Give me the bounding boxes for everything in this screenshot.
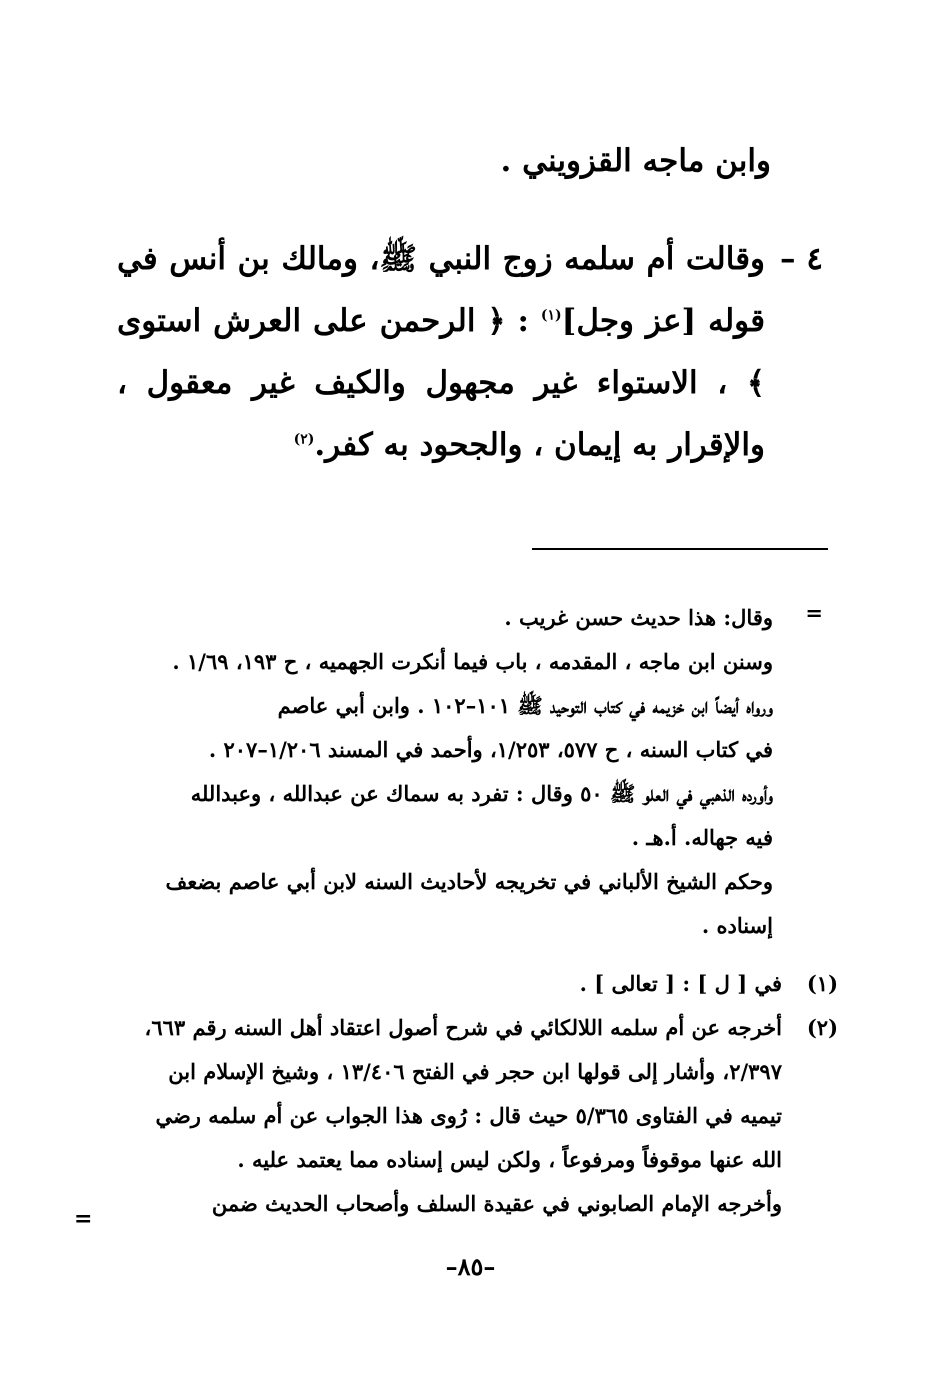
item-line-3: : ﴿ الرحمن على العرش استوى ﴾ ، الاستواء غير [117,303,765,401]
footnote-2-text: تيميه في الفتاوى ٥/٣٦٥ حيث قال : رُوى هذا الجواب عن أم سلمه رضي [155,1103,782,1128]
item-line-4: مجهول والكيف غير معقول ، والإقرار به إيمان ، والجحود به [117,365,765,463]
footnote-line: وحكم الشيخ الألباني في تخريجه لأحاديث السنه لابن أبي عاصم بضعف [165,869,773,894]
footnotes-block [98,962,838,1226]
item-line-2: وجل] [561,303,634,339]
footnote-continuation [111,596,773,948]
footnote-line: ورواه أيضاً ابن خزيمه في كتاب التوحيد ﷺ ١٠١–١٠٢ . وابن أبي عاصم [277,693,773,718]
footnote-1 [98,962,838,1006]
footnote-2-text: وأخرجه الإمام الصابوني في عقيدة السلف وأصحاب الحديث ضمن [211,1191,782,1216]
footnote-ref-1: (١) [540,307,562,324]
continuation-mark: = [805,600,823,625]
item-line-5: كفر. [314,427,373,463]
footnote-line: وسنن ابن ماجه ، المقدمه ، باب فيما أنكرت الجهميه ، ح ١٩٣، ١/٦٩ . [172,649,773,674]
item-line-1: وقالت أم سلمه زوج النبي ﷺ، ومالك بن أنس في قوله [عز [117,241,766,339]
item-number: ٤ – [780,241,823,277]
footnote-2-line [98,1094,838,1138]
footnote-2-text: أخرجه عن أم سلمه اللالكائي في شرح أصول اعتقاد أهل السنه رقم ٦٦٣، [144,1015,782,1040]
footnote-2-line [98,1006,838,1050]
footnote-2-number: (٢) [806,1015,838,1040]
footnote-line: وقال: هذا حديث حسن غريب . [504,605,773,630]
footnote-1-number: (١) [806,971,838,996]
page-number: –٨٥– [445,1252,496,1281]
item-text [117,228,765,476]
footnote-2-text: ٢/٣٩٧، وأشار إلى قولها ابن حجر في الفتح ١٣/٤٠٦ ، وشيخ الإسلام ابن [168,1059,782,1084]
intro-line: وابن ماجه القزويني . [500,143,771,179]
footnote-line: إسناده . [701,913,773,938]
footnote-ref-2: (٢) [293,431,315,448]
footnote-2-text: الله عنها موقوفاً ومرفوعاً ، ولكن ليس إسناده مما يعتمد عليه . [237,1147,782,1172]
footnote-line: في كتاب السنه ، ح ٥٧٧، ١/٢٥٣، وأحمد في المسند ١/٢٠٦–٢٠٧ . [208,737,773,762]
footnote-separator [532,548,828,550]
footnote-2-line [98,1182,838,1226]
item-4 [117,228,823,476]
footnote-2-line [98,1050,838,1094]
footnote-line: وأورده الذهبي في العلو ﷺ ٥٠ وقال : تفرد به سماك عن عبدالله ، وعبدالله [190,781,773,806]
footnote-line: فيه جهاله. أ.هـ . [631,825,773,850]
footnote-1-text: في [ ل ] : [ تعالى ] . [579,971,782,996]
footnote-2-line [98,1138,838,1182]
continued-mark: = [74,1206,93,1232]
